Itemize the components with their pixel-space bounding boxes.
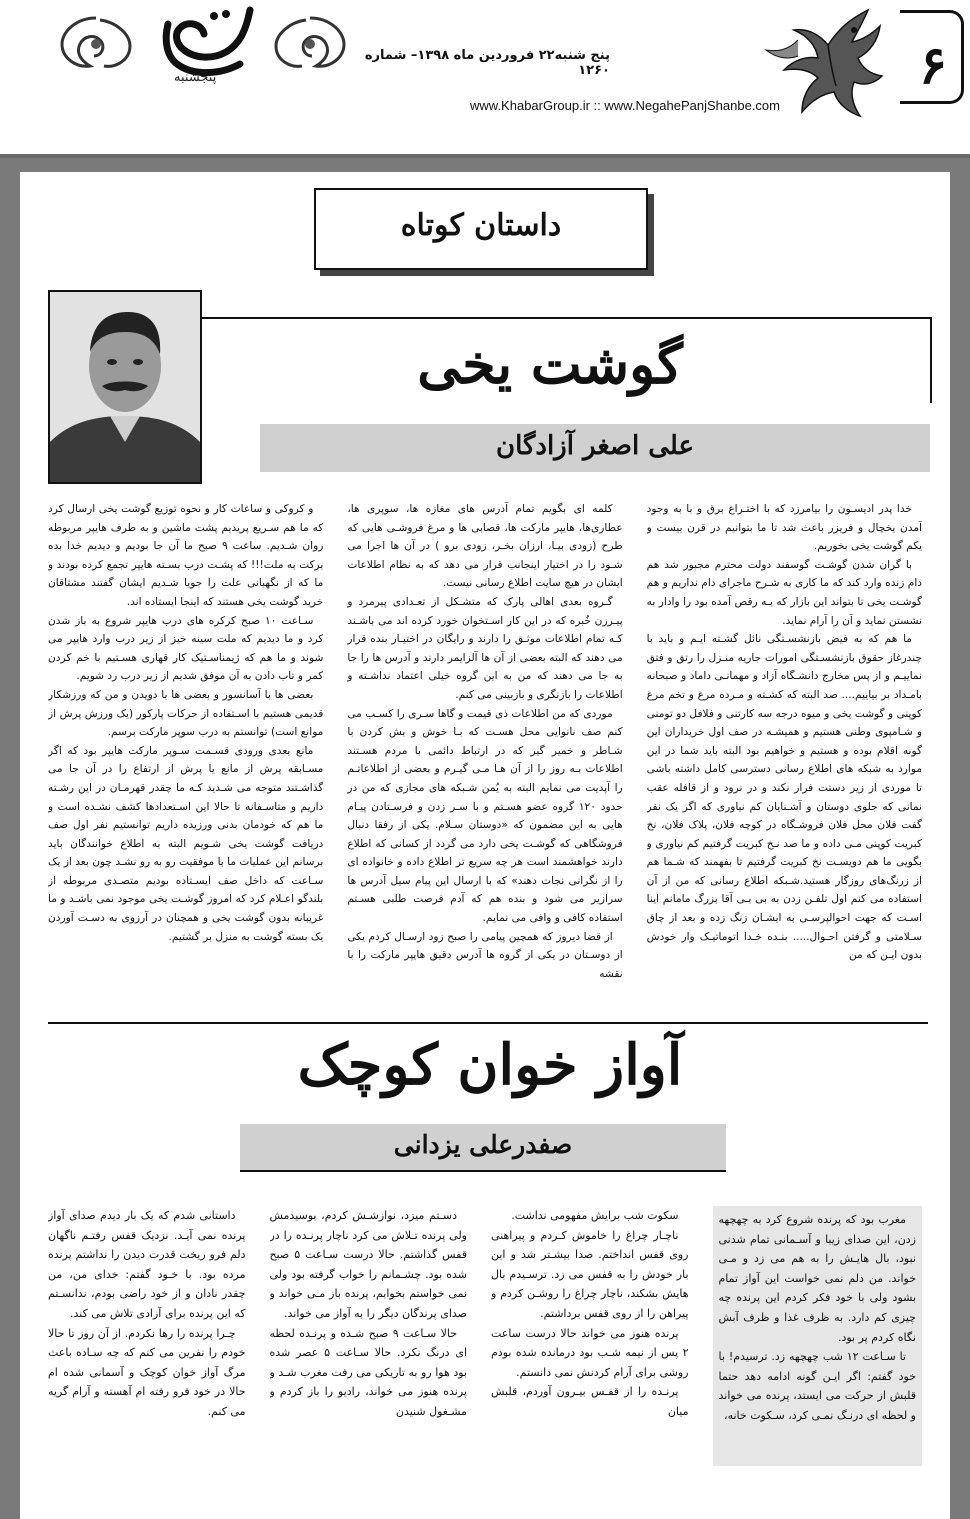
story1-paragraph: ما هم که به فیض بازنشسـتگی نائل گشـته ایـم و باید با چندرغاز حقوق بازنشسـتگی امورات جاریه منـزل را رتق و فتق نماییـم و از پس مخارج دانشـگاه آزاد و مهمانـی داماد و صبحانه بامـداد بر بیاییم.... صد البته که کشـته و مـرده مرغ و تخم مرغ کوپنی و گوشت یخی و میوه درجه سه کارتنی و فلافل دو تومنی و شـامپوی وطنی هستیم و همیشـه در صف اول خریداران این گونه اقلام بوده و هستیم و خواهیم بود البته باید شما در این موارد به شبکه های اطلاع رسانی دسترسی کامل داشته باشی تا موردی از زیر دستت فرار نکند و در نرود و از قافله عقب نمانی که جلوی دوستان و آشـنایان کم نیاوری که اگر یک نفر گفت فلان محل فلان فروشـگاه در کوچه فلان، پلاک فلان، نخ کبریت کوپنی مـی داده و ما صد نـخ کبریت گرفتیم کم نیاوری و بگویی ما هم دویسـت نخ کبریت گرفتیم تا بفهمند که شـما هم از زرنگ‌های روزگار هستید.شـبکه اطلاع رسانی که من از آن استفاده می کنم اول تلفـن زدن به بی بـی آقا بزرگ مامانم اینا اسـت که جهت احوالپرسـی به ایشـان زنگ زده و بعد از چاق سـلامتی و گرفتن احـوال..... بنـده خـدا اتوماتیـک وار خودش بدون ایـن که من bbox=[646, 633, 922, 962]
story1-paragraph: کلمه ای بگویم تمام آدرس های مغازه ها، سوپری ها، عطاری‌ها، هایپر مارکت ها، قصابی ها و مرغ فروشـی هایی که طرح (زودی بیـا، ارزان بخـر، زودی برو ) در آن ها اجرا می شـود را در اختیار اینجانب قرار می دهد که به نظام اطلاعات ایشان در هیچ سایت اطلاع رسانی نیست. bbox=[347, 503, 623, 590]
story1-column-3 bbox=[48, 500, 323, 1000]
story2-paragraph: پرنـده را از قفـس بیـرون آوردم، قلبش میان bbox=[491, 1385, 689, 1418]
story1-author: علی اصغر آزادگان bbox=[495, 431, 695, 461]
masthead bbox=[0, 0, 970, 128]
ornament-left-icon bbox=[56, 14, 136, 72]
issue-date-line: پنج شنبه۲۲ فروردین ماه ۱۳۹۸– شماره ۱۲۶۰ bbox=[364, 48, 610, 78]
story2-columns bbox=[48, 1206, 922, 1466]
ornament-right-icon bbox=[270, 14, 350, 72]
website-links[interactable]: www.KhabarGroup.ir :: www.NegahePanjShanbe.com bbox=[470, 98, 780, 113]
story1-author-bar bbox=[260, 424, 930, 472]
story2-paragraph: دسـتم میزد، نوازشـش کردم، بوسیدمش ولی پرنده تـلاش می کرد ناچار پرنـده را در قفس گذاشتم. حالا درست سـاعت ۵ صبح شده بود. چشـمانم را خواب گرفته بود ولی نمی خواستم بخوابم، پرنده باز مـی خواند و صدای پرندگان دیگر را به آواز می خواند. bbox=[269, 1209, 467, 1320]
story1-column-2 bbox=[347, 500, 622, 1000]
story1-paragraph: سـاعت ۱۰ صبح کرکره های درب هایپر شروع به باز شدن کرد و ما دیدیم که ملت سینه خیز از زیر درب وارد هایپر می شوند و ما هم که ژیمناسـتیک کار قهاری هسـتیم با خم کردن کمر و تاب دادن به آن موفق شدیم از زیر درب رد شویم. bbox=[48, 614, 324, 683]
story2-paragraph: داستانی شدم که یک بار دیدم صدای آواز پرنده نمی آیـد. نزدیک قفس رفتـم ناگهان دلم فرو ریخت قدرت دیدن را نداشتم پرنده مرده بود. با خـود گفتم: خدای من، من چقدر نادان و از خود راضی بودم، ندانسـتم که این پرنده برای آزادی تلاش می کند. bbox=[48, 1209, 246, 1320]
story2-author-underline bbox=[240, 1170, 726, 1172]
story2-column-4 bbox=[48, 1206, 246, 1466]
story-divider bbox=[48, 1022, 928, 1024]
story2-paragraph: حالا سـاعت ۹ صبح شـده و پرنـده لحظه ای درنگ نکرد. حالا سـاعت ۵ عصر شده بود هوا رو به تاریکی می رفت مغرب شـد و پرنده هنوز می خواند، رادیو را باز کردم و مشـغول شنیدن bbox=[269, 1326, 467, 1418]
story2-paragraph: پرنده هنوز می خواند حالا درست ساعت ۲ پس از نیمه شـب بود درمانده شده بودم روشی برای آرام کردنش نمی دانستم. bbox=[491, 1326, 689, 1379]
story1-paragraph: و کروکی و ساعات کار و نحوه توزیع گوشت یخی ارسال کرد که ما هم سـریع پریدیم پشت ماشین و به طرف هایپر مربوطه روان شـدیم. ساعت ۹ صبح ما آن جا بودیم و دیدیم خدا بده برکت به ملت!!! که پشـت درب بسـته هایپر تجمع کرده بودند و ما که از نگهبانی علت را جویا شـدیم ایشان گفتند مشتاقان خرید گوشت یخی هستند که اینجا ایستاده اند. bbox=[48, 503, 324, 608]
story2-column-3 bbox=[270, 1206, 468, 1466]
section-heading-box bbox=[314, 188, 648, 270]
story2-column-1 bbox=[713, 1206, 923, 1466]
author-portrait bbox=[48, 290, 202, 484]
story2-paragraph: تا سـاعت ۱۲ شب چهچهه زد. ترسیدم! با خود گفتم: اگر ایـن گونه ادامه دهد حتما قلبش از حرکت می ایستد، پرنده می خواند و لحظه ای درنـگ نمـی کرد، سـکوت خانه، bbox=[718, 1350, 916, 1422]
story1-title-rule bbox=[200, 317, 932, 319]
story2-paragraph: سکوت شب برایش مفهومی نداشت. bbox=[511, 1209, 679, 1222]
story2-title: آواز خوان کوچک bbox=[297, 1032, 683, 1098]
story1-paragraph: خدا پدر ادیسـون را بیامرزد که با اختـراع برق و با به وجود آمدن یخچال و فریزر باعث شد تا ما بتوانیم در قرن بیست و یکم گوشت یخی بخوریم. bbox=[646, 503, 922, 553]
story1-paragraph: گـروه بعدی اهالی پارک که متشـکل از تعـدادی پیرمرد و پیـرزن خُبره که در این کار اسـتخوان خورد کرده اند می باشـند کـه تمام اطلاعات موثـق را دارند و رایگان در اختیـار بنده قرار می دهند که البته بعضی از آن ها آلزایمر دارند و آدرس ها را جا به جا می دهند که من به این گروه خیلی اعتماد نداشـته و اطلاعات را بازنگری و بازبینی می کنم. bbox=[347, 595, 623, 701]
story2-column-2 bbox=[491, 1206, 689, 1466]
story1-title-rule-end bbox=[930, 317, 932, 403]
story2-paragraph: چـرا پرنده را رها نکردم. از آن روز تا حالا خودم را نفرین می کنم که چه سـاده باعث مرگ آواز خوان کوچک و آسمانی شده ام حالا در خود فرو رفته ام آهسته و آرام گریه می کنم. bbox=[48, 1326, 246, 1418]
story2-paragraph: ناچـار چراغ را خاموش کـردم و پیراهنی روی قفس انداختم. صدا بیشـتر شد و این بار خودش را به قفس می زد. ترسـیدم بال هایش بشکند، ناچار چراغ را روشـن کردم و پیراهن را از روی قفس برداشتم. bbox=[491, 1228, 689, 1320]
section-title: داستان کوتاه bbox=[400, 208, 562, 243]
story2-author: صفدرعلی یزدانی bbox=[393, 1130, 573, 1159]
story1-paragraph: بعضی ها با آسانسور و بعضی ها با دویدن و من که ورزشکار قدیمی هستیم با اسـتفاده از حرکات پارکور (یک ورزش پرش از موانع است) توانستم به درب سوپر مارکت برسم. bbox=[48, 688, 324, 739]
story1-title: گوشت یخی bbox=[417, 332, 683, 396]
story1-columns bbox=[48, 500, 922, 1000]
story1-column-1 bbox=[647, 500, 922, 1000]
story1-paragraph: از قضا دیروز که همچین پیامی را صبح زود ارسـال کردم یکی از دوسـتان در یکی از گروه ها آدرس دقیق هایپر مارکت را با نقشه bbox=[347, 930, 623, 980]
page-number-box bbox=[900, 10, 964, 104]
brand-subtitle: پنجشنبه bbox=[174, 70, 217, 85]
story1-paragraph: مانع بعدی ورودی قسـمت سـوپر مارکت هایپر بود که اگر مسـابقه پرش از مانع یا پرش از ارتفاع را در آن جا می گذاشـتند متوجه می شـدید کـه ما چقدر قهرمـان در این رشـته داریم و متاسـفانه تا حالا این اسـتعدادها کشف نشـده است و ما هم که خودمان بدنی ورزیده داریم توانستیم نفر اول صف دریافت گوشت یخی شـویم البته به اطلاع خوانندگان باید برسانم این عملیات ما با موفقیت رو به رو نشـد چون بعد از یک سـاعت که داخل صف ایسـتاده بودیم متصـدی مربوطه از بلندگو اعـلام کرد که امروز گوشـت یخی موجود نمی باشـد و ما غریبانه بدون گوشت یخی و همچنان در آرزوی به دسـت آوردن یک بسته گوشت به منزل بر گشتیم. bbox=[48, 744, 324, 943]
story2-author-bar bbox=[240, 1124, 726, 1170]
story2-paragraph: مغرب بود که پرنده شروع کرد به چهچهه زدن، این صدای زیبا و آسـمانی تمام شدنی نبود، بال هایـش را به هم می زد و مـی خواند. من دلم نمی خواست این آواز تمام بشود ولی با خود فکر کردم این پرنده چه چیزی کم دارد. به ظرف غذا و ظرف آبش نگاه کردم پر بود. bbox=[718, 1213, 916, 1344]
page-number: ۶ bbox=[919, 35, 947, 96]
portrait-photo-icon bbox=[50, 292, 200, 482]
story1-paragraph: موردی که من اطلاعات ذی قیمت و گاها سـری را کسـب می کنم صف نانوایی محل هسـت که بـا خوش و بش کردن با شـاطر و خمیر گیر که در ارتباط دائمی با مردم هسـتند اطلاعات بـه روز را از آن هـا مـی گیـرم و بعضی از اطلاعاتـم را آپدیت می نمایم البته به یُمن شـبکه های مجازی که من در حدود ۱۲۰ گروه عضو هسـتم و با سـر زدن و فرسـتادن پیـام هایی به این مضمون که «دوستان سـلام. یکی از رفقا دنبال فروشگاهی که گوشـت یخی دارد می گردد از کسانی که اطلاع دارند خواهشمند است هر چه سریع تر اطلاع داده و خانواده ای را از نگرانی نجات دهند» که با ارسال این پیام سیل آدرس ها سرازیر می شود و بنده هم که آدم فرصت طلبی هسـتم استفاده کافی و وافی می نمایم. bbox=[347, 707, 623, 925]
story1-paragraph: با گران شدن گوشـت گوسفند دولت محترم مجبور شد هم دام زنده وارد کند که ما کاری به شـرح ماجرای دام نداریم و هم گوشـت یخی تا بتواند این بازار که بـه رقص آمده بود را وادار به نشستن نماید و آن را آرام نماید. bbox=[646, 558, 922, 627]
